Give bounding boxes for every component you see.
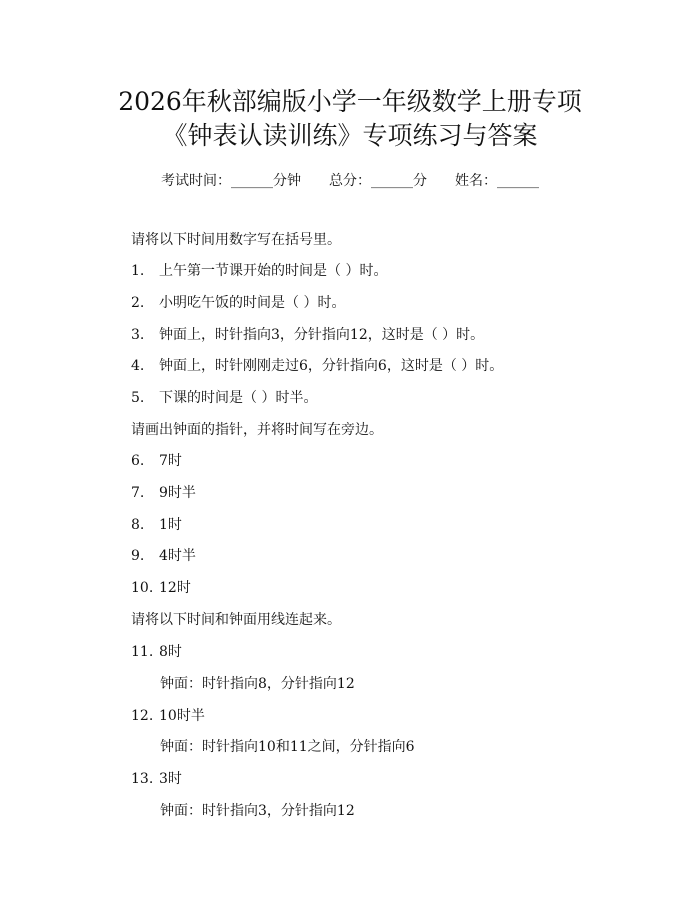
question-6 [131,452,182,470]
question-text: 10时半 [159,708,205,724]
exam-info: 考试时间：______分钟 总分：______分 姓名：______ [161,173,539,189]
question-text: 4时半 [159,548,196,564]
question-number: 12. [131,708,154,724]
question-text: 下课的时间是（ ）时半。 [159,390,318,406]
question-text: 钟面上，时针指向3，分针指向12，这时是（ ）时。 [159,327,485,343]
question-5 [131,389,317,407]
question-4 [131,357,503,375]
question-number: 4. [131,358,145,374]
question-9 [131,547,196,565]
section-2-instruction: 请画出钟面的指针，并将时间写在旁边。 [131,422,383,438]
question-text: 3时 [159,771,182,787]
question-number: 2. [131,295,145,311]
question-1 [131,262,387,280]
question-number: 10. [131,580,154,596]
question-text: 上午第一节课开始的时间是（ ）时。 [159,263,388,279]
question-13-detail: 钟面：时针指向3，分针指向12 [160,803,355,819]
question-3 [131,326,484,344]
question-number: 1. [131,263,145,279]
question-12 [131,707,205,725]
question-number: 3. [131,327,145,343]
question-12-detail: 钟面：时针指向10和11之间，分针指向6 [160,739,415,755]
question-10 [131,579,191,597]
question-text: 12时 [159,580,191,596]
question-text: 9时半 [159,485,196,501]
question-7 [131,484,196,502]
question-11-detail: 钟面：时针指向8，分针指向12 [160,676,355,692]
question-number: 6. [131,453,145,469]
page-title-line-2: 《钟表认读训练》专项练习与答案 [162,121,538,150]
question-number: 9. [131,548,145,564]
question-2 [131,294,345,312]
question-text: 7时 [159,453,182,469]
page-title-line-1: 2026年秋部编版小学一年级数学上册专项 [118,87,582,116]
question-number: 5. [131,390,145,406]
question-text: 钟面上，时针刚刚走过6，分针指向6，这时是（ ）时。 [159,358,504,374]
question-11 [131,643,182,661]
question-8 [131,516,182,534]
question-number: 8. [131,517,145,533]
question-text: 8时 [159,644,182,660]
section-3-instruction: 请将以下时间和钟面用线连起来。 [131,612,341,628]
question-13 [131,770,182,788]
question-text: 1时 [159,517,182,533]
question-number: 7. [131,485,145,501]
question-number: 11. [131,644,154,660]
section-1-instruction: 请将以下时间用数字写在括号里。 [131,232,341,248]
question-number: 13. [131,771,154,787]
question-text: 小明吃午饭的时间是（ ）时。 [159,295,346,311]
